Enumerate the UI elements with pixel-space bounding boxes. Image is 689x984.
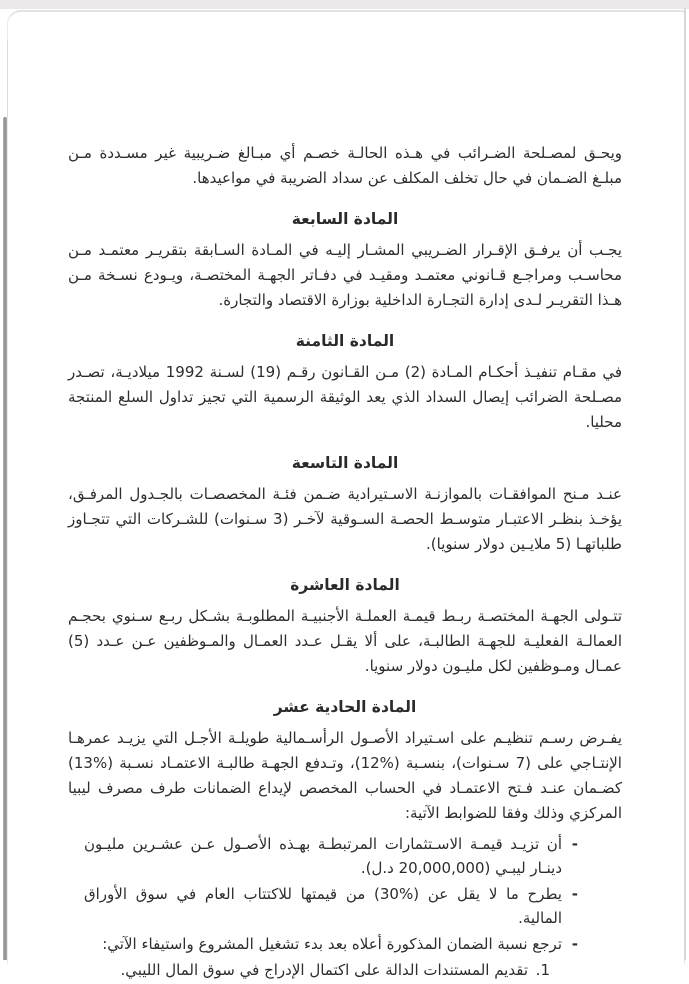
page-top-edge: [0, 0, 689, 9]
number-marker: 1.: [535, 961, 550, 979]
page-left-shadow-edge: [3, 117, 7, 960]
document-body: [68, 141, 622, 984]
page-right-edge: [684, 8, 686, 960]
list-item: [84, 932, 578, 956]
article-11-heading: المادة الحادية عشر: [273, 698, 417, 716]
list-item: [84, 882, 578, 930]
article-9-heading: المادة التاسعة: [291, 454, 399, 472]
numbered-sub-item: [84, 958, 578, 982]
intro-paragraph: ويحـق لمصـلحة الضـرائب في هـذه الحالـة خصـم أي مبـالغ ضـريبية غير مسـددة مـن مبلـغ الضـمان في حال تخلف المكلف عن سداد الضريبة في مواعيدها.: [68, 144, 622, 187]
article-7-heading: المادة السابعة: [291, 210, 399, 228]
list-item: [84, 832, 578, 880]
article-7-paragraph: يجـب أن يرفـق الإقـرار الضـريبي المشـار إليـه في المـادة السـابقة بتقريـر معتمـد مـن محاسـب ومراجـع قـانوني معتمـد ومقيـد في دفـاتر الجهـة المختصـة، ويـودع نسـخة مـن هـذا التقريـر لـدى إدارة التجـارة الداخلية بوزارة الاقتصاد والتجارة.: [68, 241, 622, 309]
article-8-heading: المادة الثامنة: [295, 332, 395, 350]
list-item-text: ترجع نسبة الضمان المذكورة أعلاه بعد بدء تشغيل المشروع واستيفاء الآتي:: [102, 935, 562, 953]
numbered-sub-item-text: تقديم المستندات الدالة على اكتمال الإدراج في سوق المال الليبي.: [120, 961, 528, 979]
page-left-faint-edge: [7, 40, 8, 118]
article-10-paragraph: تتـولى الجهـة المختصـة ربـط قيمـة العملـة الأجنبيـة المطلوبـة بشـكل ربـع سـنوي بحجـم العمالـة الفعليـة للجهـة الطالبـة، على ألا يقـل عـدد العمـال والمـوظفين عـن عـدد (5) عمـال ومـوظفين لكل مليـون دولار سنويا.: [68, 607, 622, 675]
article-11-conditions-list: [68, 832, 622, 982]
dash-bullet-marker: -: [571, 935, 578, 953]
article-10-heading: المادة العاشرة: [290, 576, 400, 594]
article-11-paragraph: يفـرض رسـم تنظيـم على اسـتيراد الأصـول الرأسـمالية طويلـة الأجـل التي يزيـد عمرهـا الإنتـاجي على (7 سـنوات)، بنسـبة (%12)، وتـدفع الجهـة طالبـة الاعتمـاد نسـبة (%13) كضـمان عنـد فـتح الاعتمـاد في الحساب المخصص لإيداع الضمانات طرف مصرف ليبيا المركزي وذلك وفقا للضوابط الآتية:: [68, 729, 622, 822]
dash-bullet-marker: -: [571, 885, 578, 903]
article-9-paragraph: عنـد مـنح الموافقـات بالموازنـة الاسـتيرادية ضـمن فئـة المخصصـات بالجـدول المرفـق، يؤخـذ بنظـر الاعتبـار متوسـط الحصـة السـوقية لآخـر (3 سـنوات) للشـركات التي تتجـاوز طلباتهـا (5 ملايـين دولار سنويا).: [68, 485, 622, 553]
list-item-text: يطرح ما لا يقل عن (%30) من قيمتها للاكتتاب العام في سوق الأوراق المالية.: [84, 885, 562, 927]
list-item-text: أن تزيـد قيمـة الاسـتثمارات المرتبطـة بهـذه الأصـول عـن عشـرين مليـون دينـار ليبـي (20,000,000 د.ل).: [84, 835, 562, 877]
article-8-paragraph: في مقـام تنفيـذ أحكـام المـادة (2) مـن القـانون رقـم (19) لسـنة 1992 ميلاديـة، تصـدر مصـلحة الضرائب إيصال السداد الذي يعد الوثيقة الرسمية التي تجيز تداول السلع المنتجة محليا.: [68, 363, 622, 431]
dash-bullet-marker: -: [571, 835, 578, 853]
